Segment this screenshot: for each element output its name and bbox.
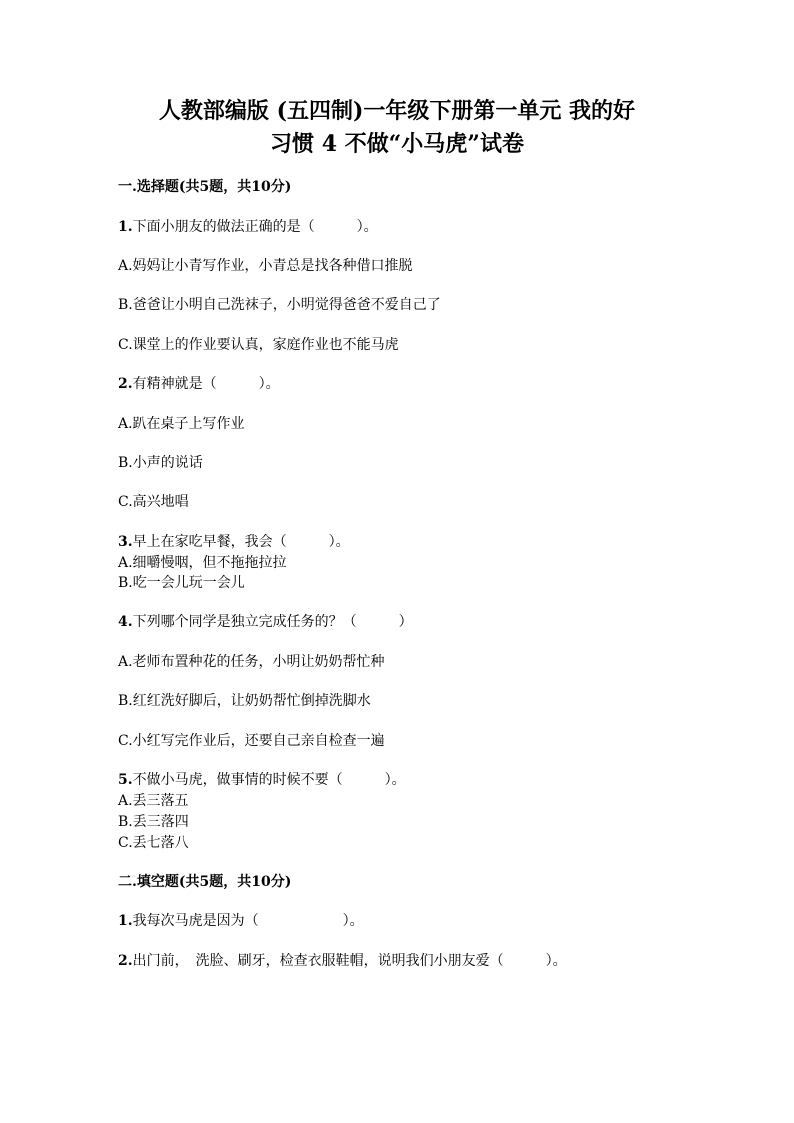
option-1a: A.妈妈让小青写作业，小青总是找各种借口推脱 [118, 258, 413, 274]
option-4a: A.老师布置种花的任务，小明让奶奶帮忙种 [118, 654, 385, 670]
option-2b: B.小声的说话 [118, 455, 203, 471]
section-heading-fill-blank: 二.填空题(共5题，共10分) [118, 874, 292, 890]
page-title-line-2: 习惯 4 不做“小马虎”试卷 [270, 131, 524, 157]
question-1 [118, 217, 378, 237]
option-1c: C.课堂上的作业要认真，家庭作业也不能马虎 [118, 337, 399, 353]
option-2c: C.高兴地唱 [118, 494, 189, 510]
question-3 [118, 532, 350, 552]
section-heading-choice: 一.选择题(共5题，共10分) [118, 179, 292, 195]
question-text: 有精神就是（ ）。 [132, 376, 280, 392]
question-number: 1. [118, 219, 133, 235]
option-3b: B.吃一会儿玩一会儿 [118, 575, 245, 591]
option-4b: B.红红洗好脚后，让奶奶帮忙倒掉洗脚水 [118, 693, 371, 709]
fill-question-1 [118, 911, 364, 931]
page-title-line-1: 人教部编版 (五四制)一年级下册第一单元 我的好 [158, 98, 636, 124]
question-number: 4. [118, 614, 133, 630]
question-text: 下面小朋友的做法正确的是（ ）。 [132, 219, 378, 235]
question-4 [118, 612, 413, 632]
option-2a: A.趴在桌子上写作业 [118, 416, 245, 432]
question-text: 早上在家吃早餐，我会（ ）。 [132, 534, 350, 550]
question-2 [118, 374, 280, 394]
fill-question-2 [118, 951, 567, 971]
question-5 [118, 770, 406, 790]
option-1b: B.爸爸让小明自己洗袜子，小明觉得爸爸不爱自己了 [118, 297, 441, 313]
option-3a: A.细嚼慢咽，但不拖拖拉拉 [118, 555, 287, 571]
option-4c: C.小红写完作业后，还要自己亲自检查一遍 [118, 733, 385, 749]
question-number: 5. [118, 772, 133, 788]
question-number: 1. [118, 913, 133, 929]
question-text: 出门前， 洗脸、刷牙，检查衣服鞋帽，说明我们小朋友爱（ ）。 [132, 953, 567, 969]
question-number: 3. [118, 534, 133, 550]
option-5c: C.丢七落八 [118, 835, 189, 851]
question-text: 下列哪个同学是独立完成任务的？（ ） [132, 614, 413, 630]
option-5b: B.丢三落四 [118, 814, 189, 830]
option-5a: A.丢三落五 [118, 793, 189, 809]
question-number: 2. [118, 953, 133, 969]
question-text: 不做小马虎，做事情的时候不要（ ）。 [132, 772, 406, 788]
question-number: 2. [118, 376, 133, 392]
question-text: 我每次马虎是因为（ ）。 [132, 913, 364, 929]
